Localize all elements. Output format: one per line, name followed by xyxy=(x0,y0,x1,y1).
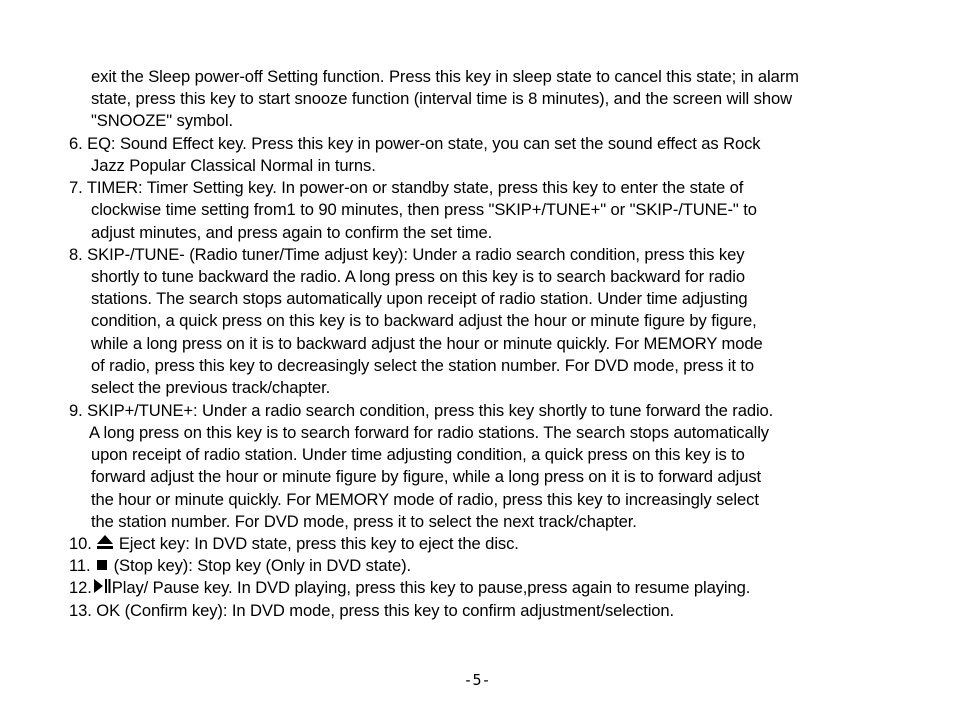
list-item-10 xyxy=(69,533,519,556)
text-line: A long press on this key is to search forward for radio stations. The search stops automatically xyxy=(89,423,769,442)
list-item-7: 7. TIMER: Timer Setting key. In power-on or standby state, press this key to enter the state of xyxy=(69,178,744,197)
eject-icon xyxy=(96,534,114,556)
list-item-6: 6. EQ: Sound Effect key. Press this key in power-on state, you can set the sound effect as Rock xyxy=(69,134,761,153)
text-line: upon receipt of radio station. Under time adjusting condition, a quick press on this key is to xyxy=(91,445,745,464)
list-item-11 xyxy=(69,555,411,578)
text-line: clockwise time setting from1 to 90 minutes, then press "SKIP+/TUNE+" or "SKIP-/TUNE-" to xyxy=(91,200,757,219)
list-item-8: 8. SKIP-/TUNE- (Radio tuner/Time adjust key): Under a radio search condition, press this key xyxy=(69,245,745,264)
play-pause-icon xyxy=(92,578,112,600)
text-line: adjust minutes, and press again to confirm the set time. xyxy=(91,223,493,242)
item-number: 10. xyxy=(69,534,92,553)
item-number: 11. xyxy=(69,556,91,575)
text-line: of radio, press this key to decreasingly select the station number. For DVD mode, press it to xyxy=(91,356,755,375)
text-line: Jazz Popular Classical Normal in turns. xyxy=(91,156,376,175)
text-line: stations. The search stops automatically upon receipt of radio station. Under time adjusting xyxy=(91,289,748,308)
text-line: while a long press on it is to backward adjust the hour or minute quickly. For MEMORY mode xyxy=(91,334,763,353)
item-number: 12. xyxy=(69,578,92,597)
item-text: Play/ Pause key. In DVD playing, press this key to pause,press again to resume playing. xyxy=(111,578,751,597)
text-line: shortly to tune backward the radio. A long press on this key is to search backward for radio xyxy=(91,267,745,286)
list-item-12 xyxy=(69,577,750,600)
text-line: the station number. For DVD mode, press it to select the next track/chapter. xyxy=(91,512,637,531)
text-line: condition, a quick press on this key is to backward adjust the hour or minute figure by figure, xyxy=(91,311,757,330)
text-line: select the previous track/chapter. xyxy=(91,378,331,397)
text-line: "SNOOZE" symbol. xyxy=(91,111,234,130)
text-line: the hour or minute quickly. For MEMORY mode of radio, press this key to increasingly select xyxy=(91,490,759,509)
stop-icon xyxy=(95,556,109,578)
page-number: -5- xyxy=(463,671,491,689)
item-text: (Stop key): Stop key (Only in DVD state). xyxy=(113,556,412,575)
list-item-9: 9. SKIP+/TUNE+: Under a radio search condition, press this key shortly to tune forward the radio. xyxy=(69,401,774,420)
text-line: state, press this key to start snooze function (interval time is 8 minutes), and the screen will show xyxy=(91,89,792,108)
text-line: exit the Sleep power-off Setting function. Press this key in sleep state to cancel this state; in alarm xyxy=(91,67,799,86)
item-text: Eject key: In DVD state, press this key to eject the disc. xyxy=(118,534,519,553)
text-line: forward adjust the hour or minute figure by figure, while a long press on it is to forward adjust xyxy=(91,467,762,486)
list-item-13: 13. OK (Confirm key): In DVD mode, press this key to confirm adjustment/selection. xyxy=(69,601,675,620)
